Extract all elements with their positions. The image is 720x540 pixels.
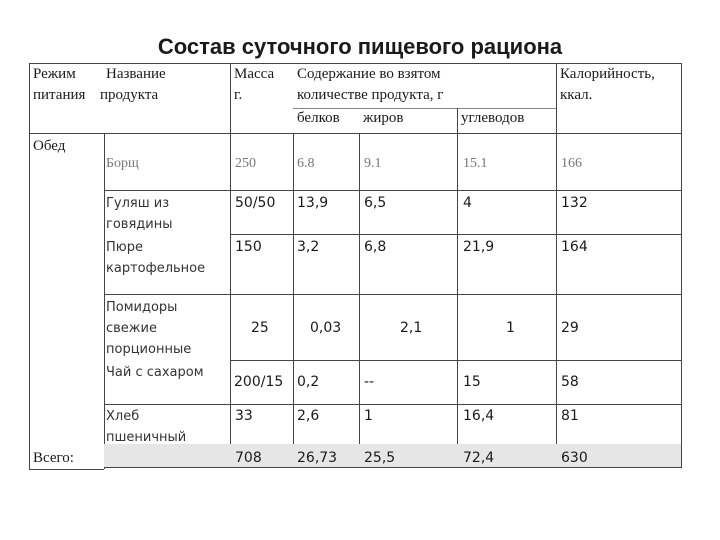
row3-kcal: 164: [561, 239, 588, 255]
row2-fats: 6,5: [364, 195, 387, 211]
row3-fats: 6,8: [364, 239, 387, 255]
header-mass-1: Масса: [234, 66, 275, 82]
row2-proteins: 13,9: [297, 195, 329, 211]
row5-carbs: 15: [463, 374, 481, 390]
row4-proteins: 0,03: [310, 320, 342, 336]
row6-proteins: 2,6: [297, 408, 320, 424]
row5-kcal: 58: [561, 374, 579, 390]
total-kcal: 630: [561, 450, 588, 466]
row6-name-2: пшеничный: [106, 430, 187, 445]
row1-name: Борщ: [106, 156, 139, 171]
row4-kcal: 29: [561, 320, 579, 336]
row3-carbs: 21,9: [463, 239, 495, 255]
row5-proteins: 0,2: [297, 374, 320, 390]
row2-mass: 50/50: [235, 195, 276, 211]
row6-mass: 33: [235, 408, 253, 424]
row6-kcal: 81: [561, 408, 579, 424]
header-content-1: Содержание во взятом: [297, 66, 441, 82]
row1-carbs: 15.1: [463, 156, 488, 171]
row3-name-2: картофельное: [106, 261, 206, 276]
header-proteins: белков: [297, 110, 340, 126]
row4-name-3: порционные: [106, 342, 192, 357]
row4-mass: 25: [251, 320, 269, 336]
meal-label: Обед: [33, 138, 66, 154]
row6-name-1: Хлеб: [106, 409, 140, 424]
row4-fats: 2,1: [400, 320, 423, 336]
row2-carbs: 4: [463, 195, 472, 211]
header-calories-1: Калорийность,: [560, 66, 655, 82]
row3-name-1: Пюре: [106, 240, 143, 255]
row5-name: Чай с сахаром: [106, 365, 204, 380]
total-carbs: 72,4: [463, 450, 495, 466]
header-calories-2: ккал.: [560, 87, 593, 103]
row6-carbs: 16,4: [463, 408, 495, 424]
total-label: Всего:: [33, 450, 74, 466]
row2-name-1: Гуляш из: [106, 196, 170, 211]
header-mode-1: Режим: [33, 66, 76, 82]
header-product-1: Название: [106, 66, 166, 82]
row4-name-2: свежие: [106, 321, 157, 336]
row4-name-1: Помидоры: [106, 300, 178, 315]
header-mode-2: питания: [33, 87, 86, 103]
header-fats: жиров: [363, 110, 404, 126]
row3-mass: 150: [235, 239, 262, 255]
row1-mass: 250: [235, 156, 256, 171]
row6-fats: 1: [364, 408, 373, 424]
header-product-2: продукта: [100, 87, 159, 103]
total-fats: 25,5: [364, 450, 396, 466]
total-proteins: 26,73: [297, 450, 338, 466]
header-carbs: углеводов: [461, 110, 525, 126]
row1-proteins: 6.8: [297, 156, 315, 171]
header-mass-2: г.: [234, 87, 243, 103]
row1-kcal: 166: [561, 156, 582, 171]
row3-proteins: 3,2: [297, 239, 320, 255]
page-title: Состав суточного пищевого рациона: [157, 34, 563, 59]
header-content-2: количестве продукта, г: [297, 87, 444, 103]
row4-carbs: 1: [506, 320, 515, 336]
row5-fats: --: [364, 374, 375, 390]
row1-fats: 9.1: [364, 156, 382, 171]
row2-kcal: 132: [561, 195, 588, 211]
total-mass: 708: [235, 450, 262, 466]
row5-mass: 200/15: [234, 374, 284, 390]
row2-name-2: говядины: [106, 217, 173, 232]
